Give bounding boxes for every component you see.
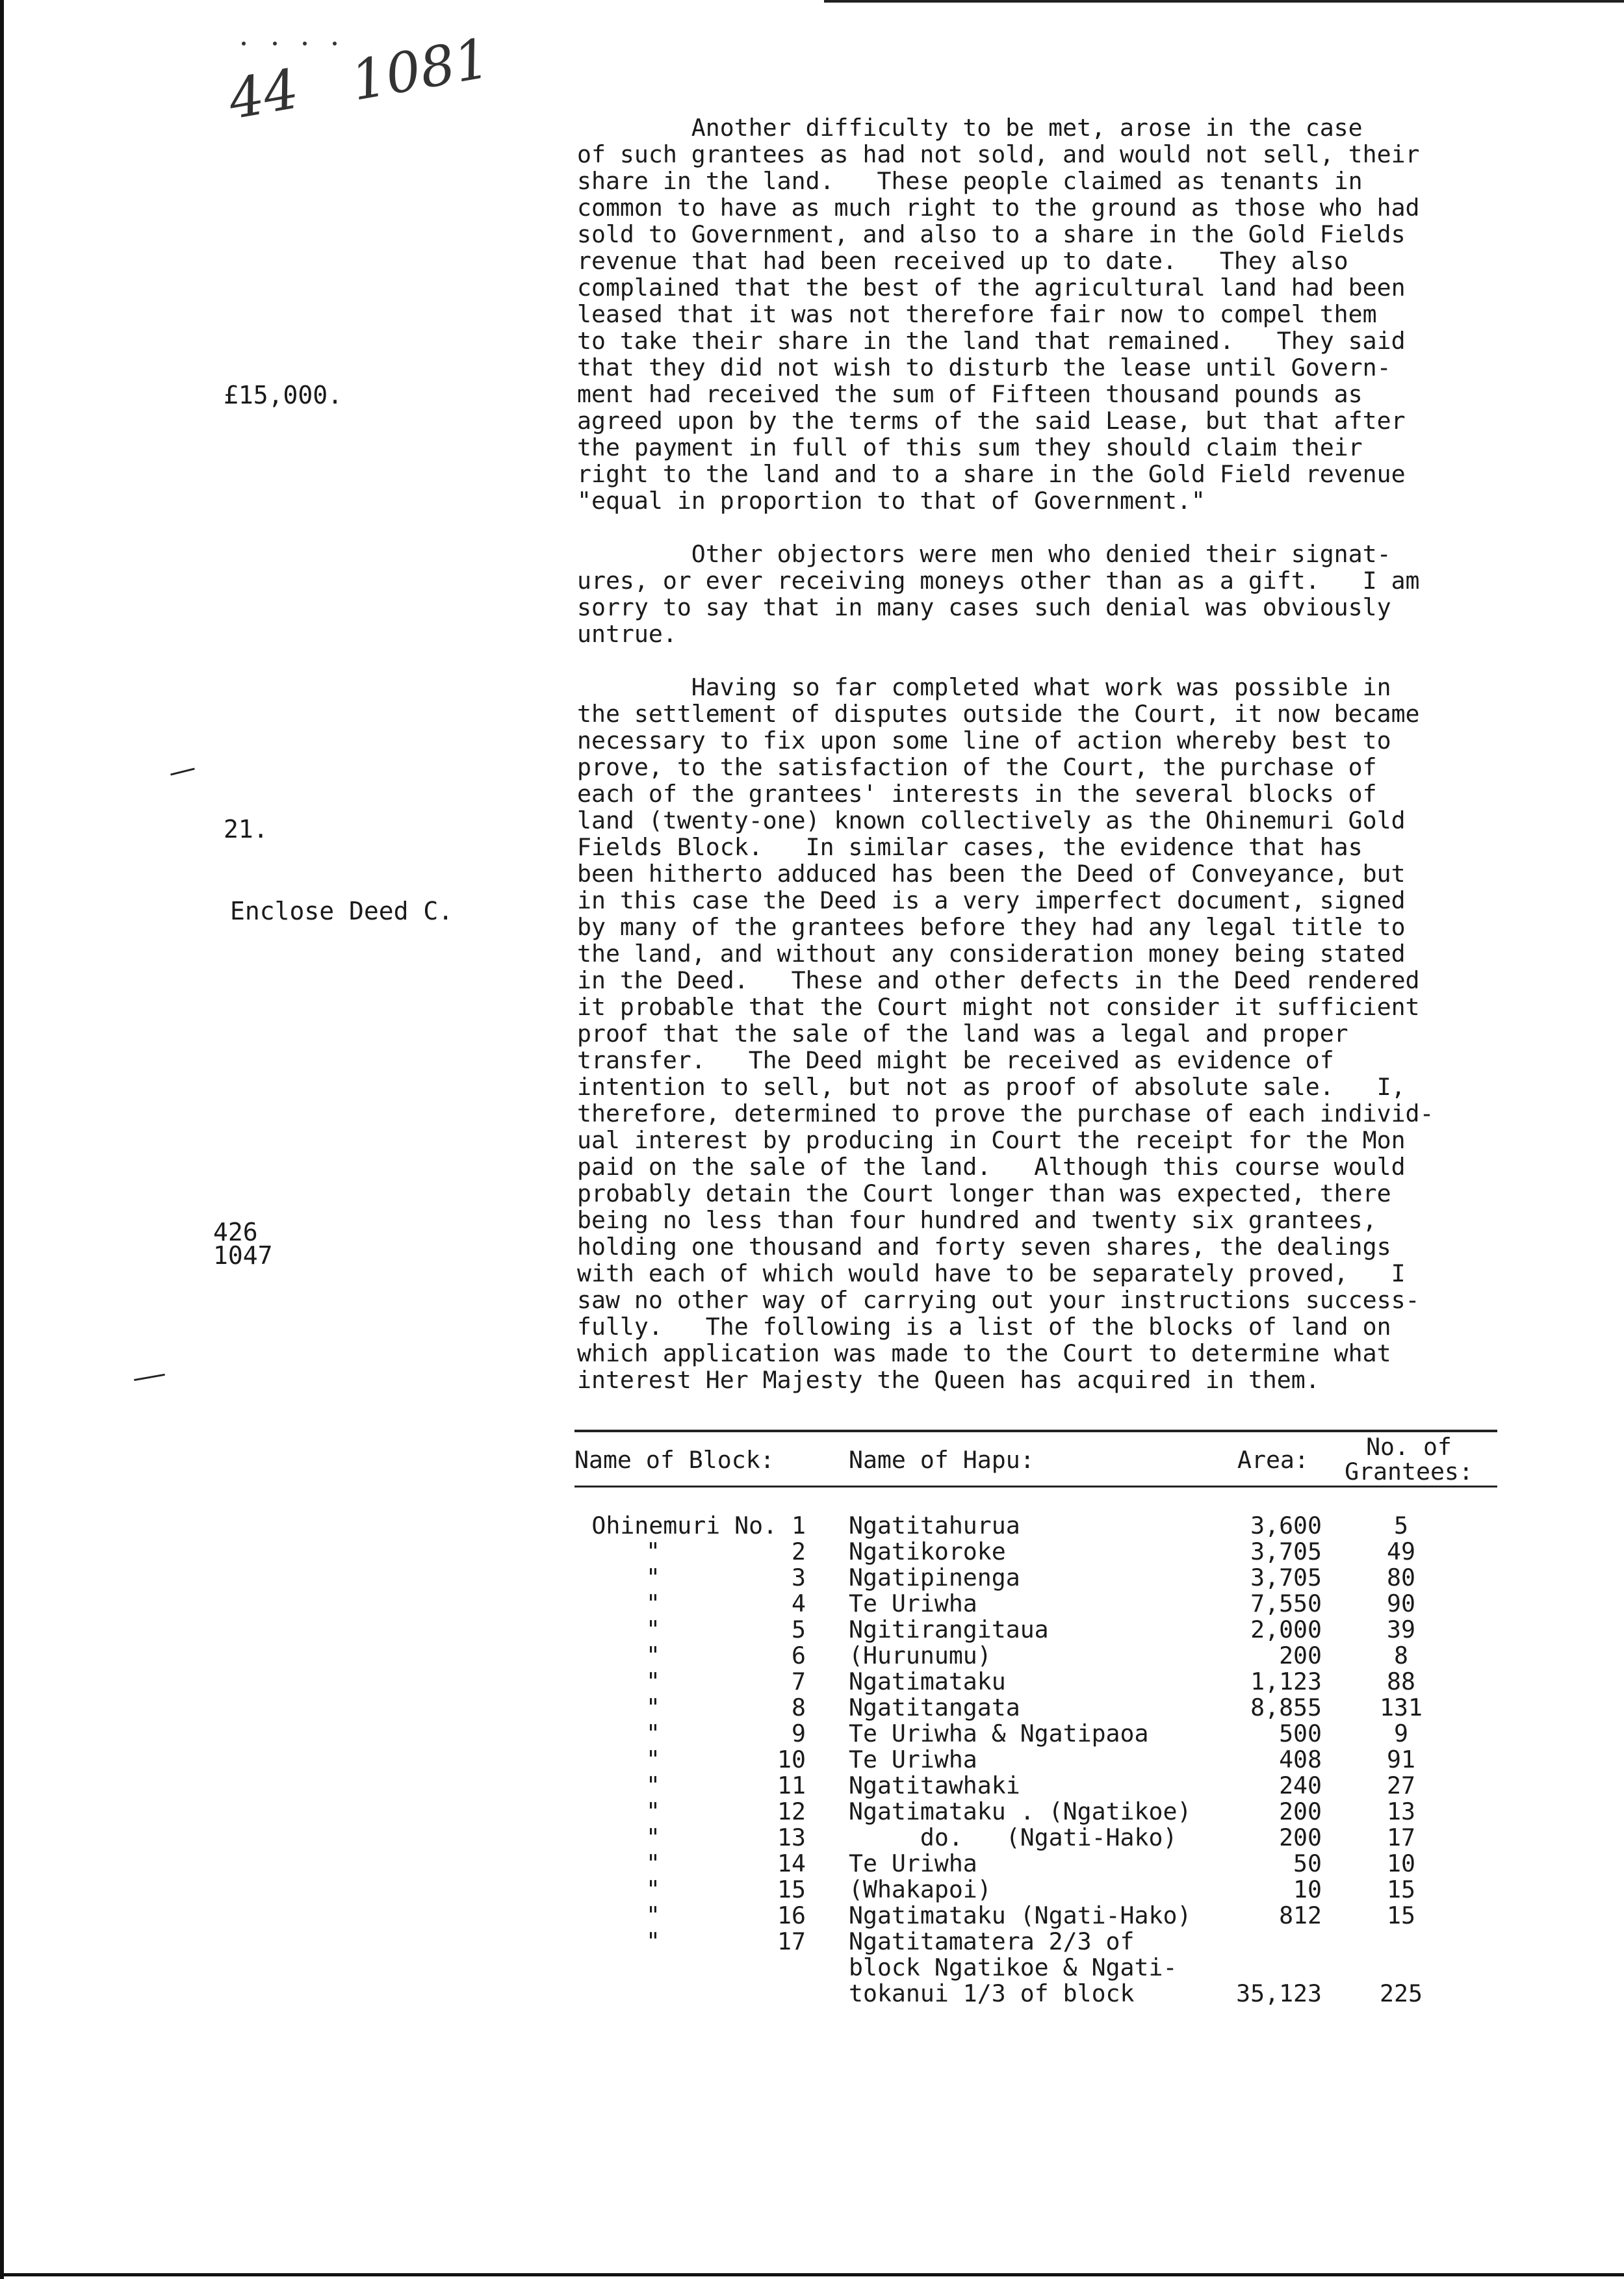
- ditto-mark: ": [646, 1849, 660, 1877]
- cell-hapu: Ngatimataku (Ngati-Hako): [849, 1901, 1192, 1929]
- bottom-border-rule: [0, 2273, 1624, 2276]
- ditto-mark: ": [646, 1642, 660, 1669]
- cell-area: 200: [1279, 1797, 1322, 1825]
- cell-area: 200: [1279, 1823, 1322, 1851]
- ditto-mark: ": [646, 1667, 660, 1695]
- cell-grantees: 39: [1387, 1616, 1415, 1643]
- cell-grantees: 15: [1387, 1901, 1415, 1929]
- ditto-mark: ": [646, 1590, 660, 1617]
- margin-note-grantee-count: 426: [213, 1218, 258, 1246]
- cell-hapu: Ngatikoroke: [849, 1538, 1006, 1565]
- cell-grantees: 27: [1387, 1771, 1415, 1799]
- table-row: [574, 1669, 1497, 1695]
- cell-hapu: Ngatimataku . (Ngatikoe): [849, 1797, 1192, 1825]
- ditto-mark: ": [646, 1797, 660, 1825]
- ditto-mark: ": [646, 1901, 660, 1929]
- cell-grantees: 49: [1387, 1538, 1415, 1565]
- ditto-mark: ": [646, 1616, 660, 1643]
- ditto-mark: ": [646, 1875, 660, 1903]
- cell-block: 3: [792, 1564, 806, 1591]
- cell-area: 35,123: [1236, 1979, 1322, 2007]
- table-row: [574, 1721, 1497, 1747]
- cell-grantees: 10: [1387, 1849, 1415, 1877]
- cell-hapu: Ngatitawhaki: [849, 1771, 1020, 1799]
- cell-block: 16: [777, 1901, 806, 1929]
- paragraph-court-proof: Having so far completed what work was possible in the settlement of disputes outside the Court, it now became necessary to fix upon some line of action whereby best to prove, to the satisfaction of the Court, the purchase of each of the grantees' interests in the several blocks of land (twenty-one) known collectively as the Ohinemuri Gold Fields Block. In similar cases, the evidence that has been hitherto adduced has been the Deed of Conveyance, but in this case the Deed is a very imperfect document, signed by many of the grantees before they had any legal title to the land, and without any consideration money being stated in the Deed. These and other defects in the Deed rendered it probable that the Court might not consider it sufficient proof that the sale of the land was a legal and proper transfer. The Deed might be received as evidence of intention to sell, but not as proof of absolute sale. I, therefore, determined to prove the purchase of each individ- ual interest by producing in Court the receipt for the Mon paid on the sale of the land. Although this course would probably detain the Court longer than was expected, there being no less than four hundred and twenty six grantees, holding one thousand and forty seven shares, the dealings with each of which would have to be separately proved, I saw no other way of carrying out your instructions success- fully. The following is a list of the blocks of land on which application was made to the Court to determine what interest Her Majesty the Queen has acquired in them.: [577, 673, 1434, 1394]
- cell-block: Ohinemuri No. 1: [591, 1512, 806, 1539]
- handwritten-number: 1081: [346, 26, 495, 113]
- cell-area: 3,705: [1250, 1564, 1322, 1591]
- cell-area: 3,600: [1250, 1512, 1322, 1539]
- header-area: Area:: [1237, 1446, 1309, 1474]
- cell-block: 17: [777, 1927, 806, 1955]
- ink-speck: [303, 42, 307, 45]
- ditto-mark: ": [646, 1771, 660, 1799]
- cell-area: 7,550: [1250, 1590, 1322, 1617]
- cell-area: 8,855: [1250, 1693, 1322, 1721]
- ink-speck: [273, 42, 277, 45]
- ditto-mark: ": [646, 1745, 660, 1773]
- ink-speck: [242, 42, 246, 45]
- cell-hapu: Te Uriwha: [849, 1590, 977, 1617]
- ink-speck: [333, 42, 337, 45]
- cell-hapu: Ngatimataku: [849, 1667, 1006, 1695]
- table-row: [574, 1851, 1497, 1877]
- cell-block: 6: [792, 1642, 806, 1669]
- ditto-mark: ": [646, 1719, 660, 1747]
- table-row: [574, 1617, 1497, 1643]
- cell-block: 9: [792, 1719, 806, 1747]
- cell-grantees: 131: [1380, 1693, 1423, 1721]
- cell-area: 240: [1279, 1771, 1322, 1799]
- paragraph-gold-fields-claim: Another difficulty to be met, arose in the case of such grantees as had not sold, and would not sell, their share in the land. These people claimed as tenants in common to have as much right to the ground as those who had sold to Government, and also to a share in the Gold Fields revenue that had been received up to date. They also complained that the best of the agricultural land had been leased that it was not therefore fair now to compel them to take their share in the land that remained. They said that they did not wish to disturb the lease until Govern- ment had received the sum of Fifteen thousand pounds as agreed upon by the terms of the said Lease, but that after the payment in full of this sum they should claim their right to the land and to a share in the Gold Field revenue "equal in proportion to that of Government.": [577, 114, 1420, 515]
- ditto-mark: ": [646, 1823, 660, 1851]
- header-grantees: No. of Grantees:: [1345, 1433, 1473, 1486]
- table-top-rule: [574, 1430, 1497, 1432]
- cell-hapu: Ngatitahurua: [849, 1512, 1020, 1539]
- paragraph-objectors: Other objectors were men who denied their signat- ures, or ever receiving moneys other than as a gift. I am sorry to say that in many cases such denial was obviously untrue.: [577, 540, 1420, 648]
- ditto-mark: ": [646, 1693, 660, 1721]
- table-row: [574, 1695, 1497, 1721]
- cell-hapu: Te Uriwha: [849, 1849, 977, 1877]
- header-hapu: Name of Hapu:: [849, 1446, 1035, 1474]
- margin-dash: [170, 767, 195, 775]
- cell-hapu: Te Uriwha & Ngatipaoa: [849, 1719, 1149, 1747]
- table-header-rule: [574, 1486, 1497, 1487]
- table-row: [574, 1877, 1497, 1903]
- margin-note-share-count: 1047: [213, 1241, 273, 1270]
- cell-hapu: Ngatipinenga: [849, 1564, 1020, 1591]
- table-row: [574, 1513, 1497, 1539]
- cell-hapu: Ngatitamatera 2/3 of block Ngatikoe & Ngati- tokanui 1/3 of block: [849, 1927, 1178, 2007]
- ditto-mark: ": [646, 1538, 660, 1565]
- cell-area: 1,123: [1250, 1667, 1322, 1695]
- cell-block: 2: [792, 1538, 806, 1565]
- cell-grantees: 91: [1387, 1745, 1415, 1773]
- cell-hapu: (Whakapoi): [849, 1875, 992, 1903]
- cell-hapu: (Hurunumu): [849, 1642, 992, 1669]
- cell-block: 7: [792, 1667, 806, 1695]
- cell-grantees: 80: [1387, 1564, 1415, 1591]
- cell-block: 12: [777, 1797, 806, 1825]
- margin-dash: [134, 1374, 165, 1381]
- cell-grantees: 15: [1387, 1875, 1415, 1903]
- cell-block: 8: [792, 1693, 806, 1721]
- cell-grantees: 8: [1394, 1642, 1408, 1669]
- margin-note-amount: £15,000.: [224, 381, 343, 409]
- table-row: [574, 1903, 1497, 1929]
- cell-hapu: Ngitirangitaua: [849, 1616, 1049, 1643]
- cell-block: 5: [792, 1616, 806, 1643]
- margin-note-enclosure: Enclose Deed C.: [230, 897, 454, 925]
- table-row: [574, 1747, 1497, 1773]
- cell-grantees: 13: [1387, 1797, 1415, 1825]
- table-row: [574, 1929, 1497, 2007]
- cell-grantees: 90: [1387, 1590, 1415, 1617]
- cell-hapu: Te Uriwha: [849, 1745, 977, 1773]
- cell-area: 10: [1293, 1875, 1322, 1903]
- handwritten-number: 44: [224, 57, 303, 132]
- cell-block: 4: [792, 1590, 806, 1617]
- table-row: [574, 1643, 1497, 1669]
- cell-block: 14: [777, 1849, 806, 1877]
- cell-block: 15: [777, 1875, 806, 1903]
- table-row: [574, 1773, 1497, 1799]
- table-row: [574, 1539, 1497, 1565]
- ditto-mark: ": [646, 1564, 660, 1591]
- cell-grantees: 88: [1387, 1667, 1415, 1695]
- cell-block: 13: [777, 1823, 806, 1851]
- cell-grantees: 225: [1380, 1979, 1423, 2007]
- cell-area: 408: [1279, 1745, 1322, 1773]
- cell-area: 2,000: [1250, 1616, 1322, 1643]
- cell-hapu: Ngatitangata: [849, 1693, 1020, 1721]
- table-row: [574, 1799, 1497, 1825]
- cell-hapu: do. (Ngati-Hako): [849, 1823, 1178, 1851]
- cell-block: 11: [777, 1771, 806, 1799]
- table-row: [574, 1565, 1497, 1591]
- cell-area: 200: [1279, 1642, 1322, 1669]
- top-border-rule: [824, 0, 1624, 3]
- cell-area: 500: [1279, 1719, 1322, 1747]
- cell-grantees: 9: [1394, 1719, 1408, 1747]
- table-row: [574, 1825, 1497, 1851]
- cell-area: 50: [1293, 1849, 1322, 1877]
- margin-note-section: 21.: [224, 815, 268, 843]
- cell-area: 812: [1279, 1901, 1322, 1929]
- cell-grantees: 17: [1387, 1823, 1415, 1851]
- cell-grantees: 5: [1394, 1512, 1408, 1539]
- table-row: [574, 1591, 1497, 1617]
- cell-area: 3,705: [1250, 1538, 1322, 1565]
- ditto-mark: ": [646, 1927, 660, 1955]
- cell-block: 10: [777, 1745, 806, 1773]
- left-border-rule: [0, 0, 4, 2279]
- header-block: Name of Block:: [574, 1446, 775, 1474]
